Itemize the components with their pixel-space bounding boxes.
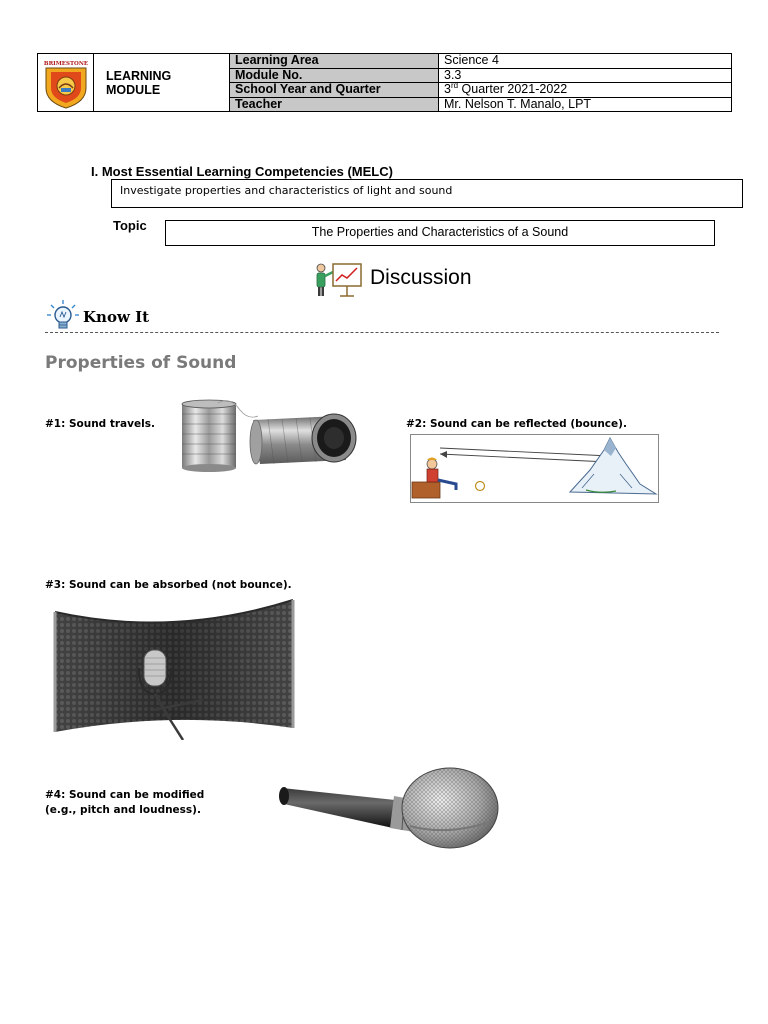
quarter-number: 3 [444, 82, 451, 97]
property-caption-3: #3: Sound can be absorbed (not bounce). [45, 579, 292, 591]
learning-area-value: Science 4 [439, 54, 732, 69]
quarter-ordinal-suffix: rd [450, 81, 459, 91]
topic-label: Topic [113, 218, 147, 233]
school-year-value [439, 83, 732, 98]
quarter-year-text: Quarter 2021-2022 [458, 82, 568, 97]
lightbulb-icon [45, 298, 81, 334]
property-caption-4-line2: (e.g., pitch and loudness). [45, 804, 201, 816]
school-logo-icon [42, 58, 90, 110]
module-title [94, 54, 230, 112]
learning-area-label: Learning Area [230, 54, 439, 69]
handheld-microphone-image [276, 766, 502, 856]
module-no-value: 3.3 [439, 68, 732, 83]
property-caption-4-line1: #4: Sound can be modified [45, 789, 205, 801]
module-title-line2: MODULE [106, 82, 161, 97]
teacher-presentation-icon [313, 262, 363, 298]
melc-box: Investigate properties and characteristics of light and sound [111, 179, 743, 208]
acoustic-booth-image [53, 598, 296, 740]
logo-text: BRIMESTONE [43, 60, 88, 67]
discussion-label: Discussion [370, 266, 472, 289]
logo-cell [38, 54, 94, 112]
tin-can-telephone-image [178, 398, 360, 474]
section-divider [45, 332, 719, 333]
school-year-label: School Year and Quarter [230, 83, 439, 98]
module-header-table [37, 53, 732, 112]
properties-heading: Properties of Sound [45, 353, 237, 373]
property-caption-1: #1: Sound travels. [45, 418, 155, 430]
property-caption-4 [45, 788, 245, 818]
property-caption-2: #2: Sound can be reflected (bounce). [406, 418, 627, 430]
topic-value: The Properties and Characteristics of a Sound [165, 220, 715, 246]
module-title-line1: LEARNING [106, 68, 172, 83]
teacher-value: Mr. Nelson T. Manalo, LPT [439, 97, 732, 112]
know-it-heading: Know It [83, 308, 150, 326]
melc-heading: I. Most Essential Learning Competencies (MELC) [91, 164, 393, 179]
teacher-label: Teacher [230, 97, 439, 112]
echo-mountain-image [410, 434, 659, 503]
module-no-label: Module No. [230, 68, 439, 83]
